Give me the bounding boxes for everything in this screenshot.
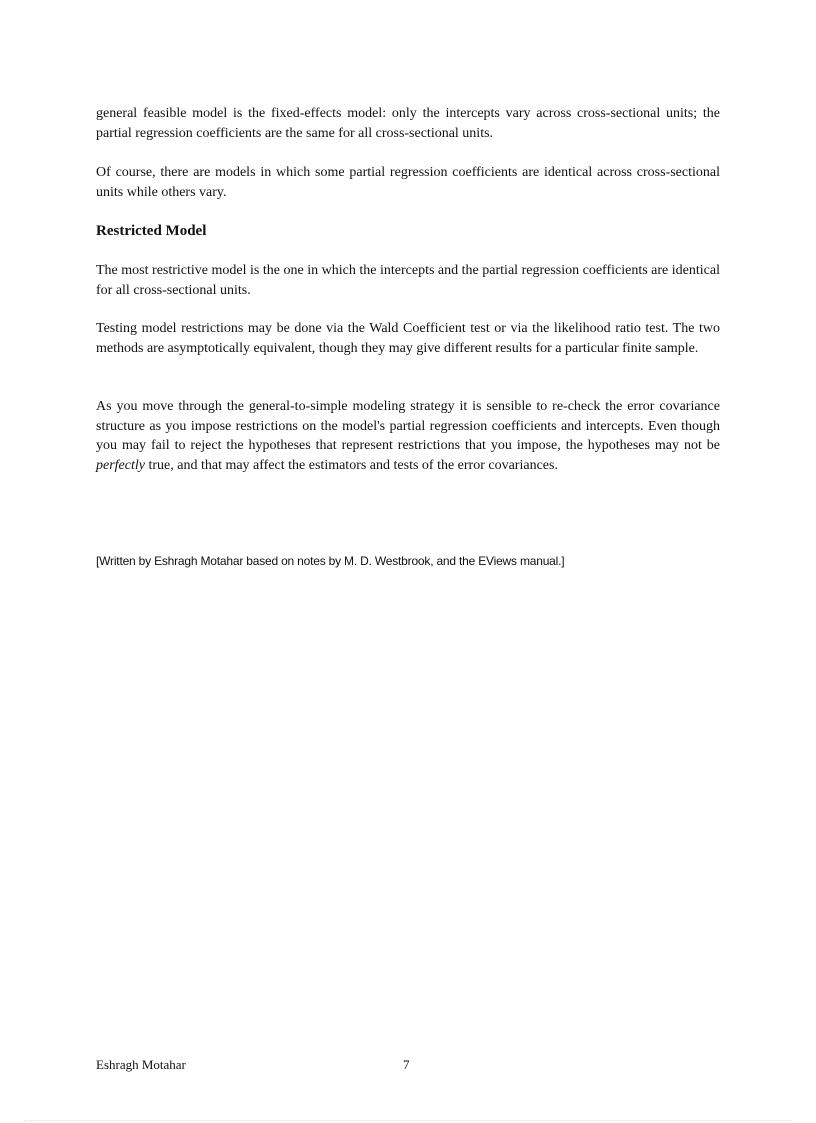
paragraph-text-end: true, and that may affect the estimators and tests of the error covariances. [144, 457, 558, 473]
paragraph-text-start: As you move through the general-to-simple modeling strategy it is sensible to re-check the error covariance structure as you impose restrictions on the model's partial regression coefficients and intercepts. Even though you may fail to reject the hypotheses that represent restrictions that you impose, the hypotheses may not be [96, 399, 720, 453]
section-heading-restricted-model: Restricted Model [96, 223, 207, 239]
footer-page-number: 7 [403, 1057, 410, 1072]
paragraph-general-to-simple [96, 397, 720, 475]
paragraph-mixed-models: Of course, there are models in which some partial regression coefficients are identical across cross-sectional units while others vary. [96, 165, 720, 200]
page-bottom-edge [24, 1120, 792, 1121]
footer-author: Eshragh Motahar [96, 1057, 186, 1072]
paragraph-fixed-effects: general feasible model is the fixed-effects model: only the intercepts vary across cross-sectional units; the partial regression coefficients are the same for all cross-sectional units. [96, 106, 720, 141]
paragraph-testing-restrictions: Testing model restrictions may be done via the Wald Coefficient test or via the likelihood ratio test. The two methods are asymptotically equivalent, though they may give different results for a particular finite sample. [96, 321, 720, 356]
paragraph-most-restrictive: The most restrictive model is the one in which the intercepts and the partial regression coefficients are identical for all cross-sectional units. [96, 263, 720, 298]
emphasized-word: perfectly [96, 457, 145, 473]
attribution-note: [Written by Eshragh Motahar based on notes by M. D. Westbrook, and the EViews manual.] [96, 554, 565, 568]
